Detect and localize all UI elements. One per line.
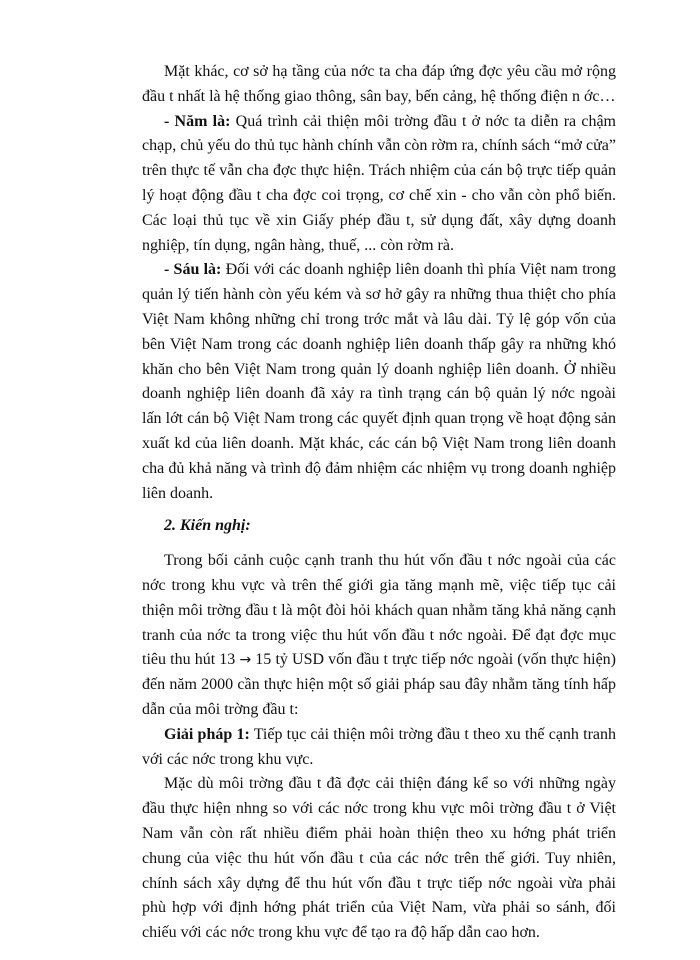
paragraph-infrastructure (142, 60, 616, 110)
paragraph-label-fifth: - Năm là: (164, 112, 231, 130)
paragraph-context (142, 549, 616, 723)
solution-label: Giải pháp 1: (164, 725, 250, 743)
right-arrow-icon: → (239, 652, 252, 669)
paragraph-text: Tiếp tục cải thiện môi trờng đầu t theo xu thế cạnh tranh với các nớc trong khu vực. (142, 725, 617, 768)
paragraph-label-sixth: - Sáu là: (164, 261, 222, 279)
paragraph-text: 15 tỷ USD vốn đầu t trực tiếp nớc ngoài (vốn thực hiện) đến năm 2000 cần thực hiện một số giải pháp sau đây nhằm tăng tính hấp dẫn của môi trờng đầu t: (142, 651, 616, 718)
section-heading-recommendations: 2. Kiến nghị: (164, 517, 251, 535)
paragraph-sixth-point (142, 258, 616, 506)
paragraph-investment-environment (142, 772, 616, 946)
paragraph-text: Trong bối cảnh cuộc cạnh tranh thu hút vốn đầu t nớc ngoài của các nớc trong khu vực và trên thế giới gia tăng mạnh mẽ, việc tiếp tục cải thiện môi trờng đầu t là một đòi hỏi khách quan nhằm tăng khả năng cạnh tranh của nớc ta trong việc thu hút vốn đầu t nớc ngoài. Để đạt đợc mục tiêu thu hút 13 (142, 552, 616, 669)
paragraph-text: Mặt khác, cơ sở hạ tầng của nớc ta cha đáp ứng đợc yêu cầu mở rộng đầu t nhất là hệ thống giao thông, sân bay, bến cảng, hệ thống điện n ớc… (142, 63, 616, 105)
paragraph-text: Quá trình cải thiện môi trờng đầu t ở nớc ta diễn ra chậm chạp, chủ yếu do thủ tục hành chính vẫn còn rờm ra, chính sách “mở cửa” trên thực tế vẫn cha đợc thực hiện. Trách nhiệm của cán bộ trực tiếp quản lý hoạt động đầu t cha đợc coi trọng, cơ chế xin - cho vẫn còn phổ biến. Các loại thủ tục về xin Giấy phép đầu t, sử dụng đất, xây dựng doanh nghiệp, tín dụng, ngân hàng, thuế, ... còn rờm rà. (142, 112, 616, 254)
paragraph-text: Đối với các doanh nghiệp liên doanh thì phía Việt nam trong quản lý tiến hành còn yếu kém và sơ hở gây ra những thua thiệt cho phía Việt Nam không những chỉ trong trớc mắt và lâu dài. Tỷ lệ góp vốn của bên Việt Nam trong các doanh nghiệp liên doanh thấp gây ra những khó khăn cho bên Việt Nam trong quản lý doanh nghiệp liên doanh. Ở nhiều doanh nghiệp liên doanh đã xảy ra tình trạng cán bộ quản lý nớc ngoài lấn lớt cán bộ Việt Nam trong các quyết định quan trọng về hoạt động sản xuất kd của liên doanh. Mặt khác, các cán bộ Việt Nam trong liên doanh cha đủ khả năng và trình độ đảm nhiệm các nhiệm vụ trong doanh nghiệp liên doanh. (142, 261, 616, 502)
paragraph-solution-one (142, 723, 616, 773)
paragraph-text: Mặc dù môi trờng đầu t đã đợc cải thiện đáng kể so với những ngày đầu thực hiện nhng so với các nớc trong khu vực môi trờng đầu t ở Việt Nam vẫn còn rất nhiều điểm phải hoàn thiện theo xu hớng phát triển chung của việc thu hút vốn đầu t của các nớc trên thế giới. Tuy nhiên, chính sách xây dựng để thu hút vốn đầu t trực tiếp nớc ngoài vừa phải phù hợp với định hớng phát triển của Việt Nam, vừa phải so sánh, đối chiếu với các nớc trong khu vực để tạo ra độ hấp dẫn cao hơn. (142, 775, 616, 942)
paragraph-fifth-point (142, 110, 616, 259)
